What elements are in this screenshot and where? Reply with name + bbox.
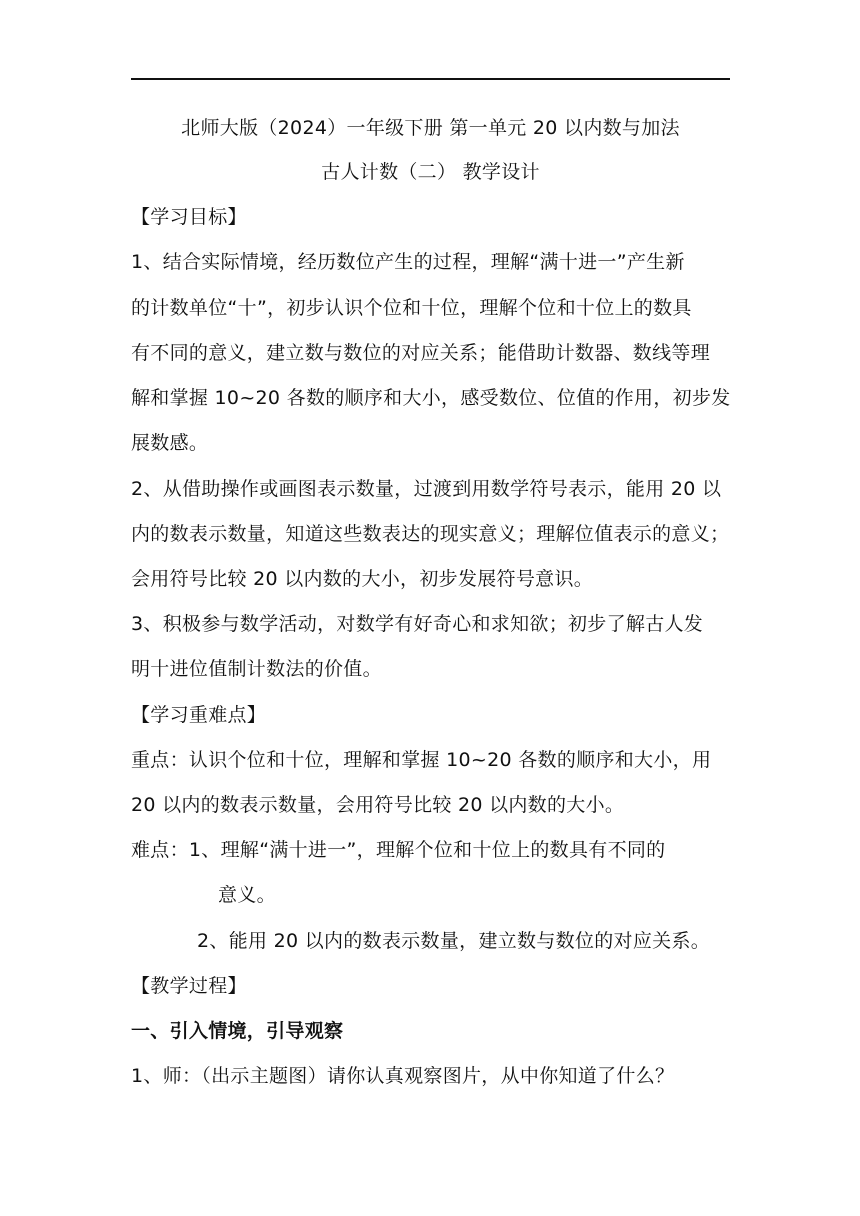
paragraph-line: 2、从借助操作或画图表示数量，过渡到用数学符号表示，能用 20 以 [131, 478, 722, 500]
paragraph-line: 难点：1、理解“满十进一”，理解个位和十位上的数具有不同的 [131, 839, 666, 861]
paragraph-line: 有不同的意义，建立数与数位的对应关系；能借助计数器、数线等理 [131, 342, 711, 364]
paragraph-line: 20 以内的数表示数量，会用符号比较 20 以内数的大小。 [131, 794, 625, 816]
section-heading-goals: 【学习目标】 [131, 206, 247, 228]
paragraph-line: 展数感。 [131, 432, 209, 454]
paragraph-line: 1、师：（出示主题图）请你认真观察图片，从中你知道了什么？ [131, 1065, 675, 1087]
section-heading-keypoints: 【学习重难点】 [131, 704, 267, 726]
section-heading-process: 【教学过程】 [131, 975, 247, 997]
paragraph-line: 会用符号比较 20 以内数的大小，初步发展符号意识。 [131, 568, 594, 590]
paragraph-line: 解和掌握 10~20 各数的顺序和大小，感受数位、位值的作用，初步发 [131, 387, 731, 409]
paragraph-line: 内的数表示数量，知道这些数表达的现实意义；理解位值表示的意义； [131, 523, 730, 545]
paragraph-line: 1、结合实际情境，经历数位产生的过程，理解“满十进一”产生新 [131, 251, 685, 273]
header-rule [131, 78, 730, 80]
paragraph-line: 明十进位值制计数法的价值。 [131, 658, 382, 680]
paragraph-line: 重点：认识个位和十位，理解和掌握 10~20 各数的顺序和大小，用 [131, 749, 712, 771]
section-heading-intro: 一、引入情境，引导观察 [131, 1020, 344, 1042]
paragraph-line: 3、积极参与数学活动，对数学有好奇心和求知欲；初步了解古人发 [131, 613, 704, 635]
paragraph-line: 的计数单位“十”，初步认识个位和十位，理解个位和十位上的数具 [131, 297, 692, 319]
doc-header-line1: 北师大版（2024）一年级下册 第一单元 20 以内数与加法 [181, 117, 680, 139]
paragraph-line: 意义。 [218, 884, 276, 906]
paragraph-line: 2、能用 20 以内的数表示数量，建立数与数位的对应关系。 [197, 930, 711, 952]
doc-title: 古人计数（二） 教学设计 [321, 161, 540, 183]
